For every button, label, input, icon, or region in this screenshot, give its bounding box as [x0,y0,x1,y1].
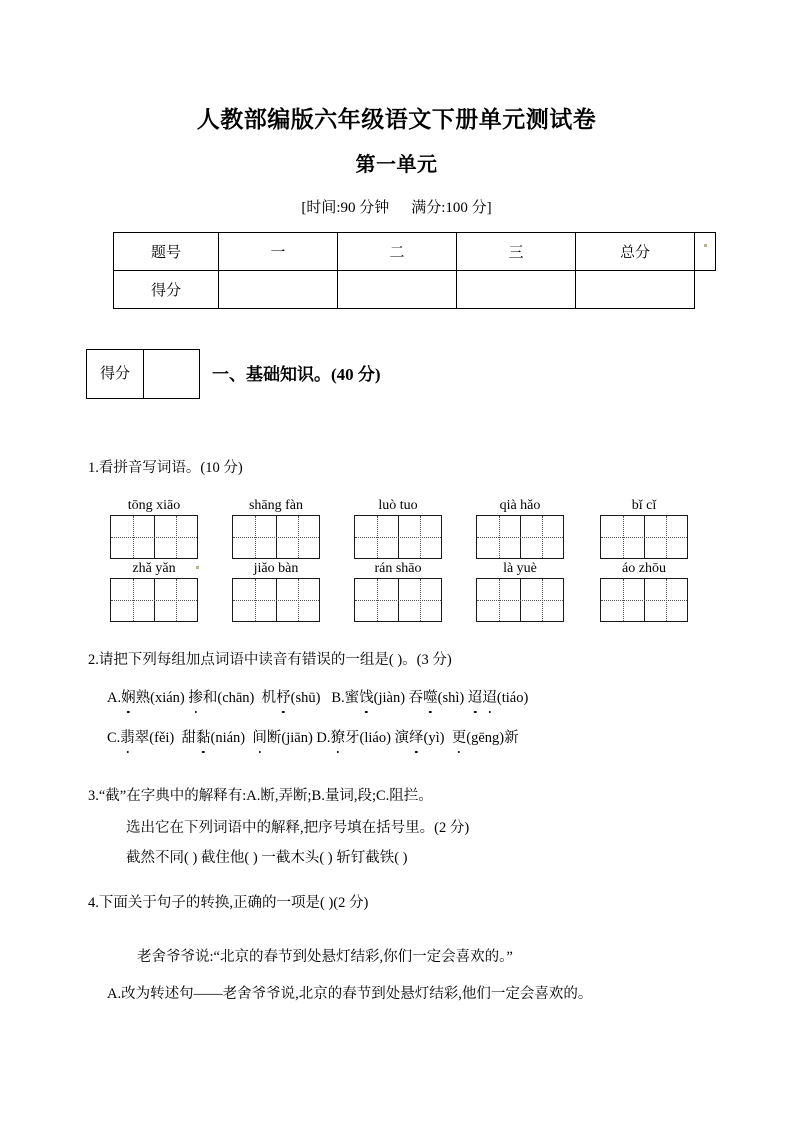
row-label-score: 得分 [114,271,219,309]
section-one-title: 一、基础知识。(40 分) [212,365,381,384]
option-text: (tiáo) [496,690,529,706]
pinyin-label: là yuè [503,561,537,576]
option-text: 牙(liáo) [345,730,391,746]
writing-box[interactable] [354,515,442,559]
header-cell-3: 三 [457,233,576,271]
emphasis-char: 掺 [188,688,203,709]
option-text: (nián) [210,730,246,746]
exam-time-label: [时间:90 分钟 [301,200,390,216]
writing-box[interactable] [600,578,688,622]
section-score-box [86,349,200,399]
emphasis-char: 黏 [196,728,211,749]
question-3-answer-line[interactable]: 截然不同( ) 截住他( ) 一截木头( ) 斩钉截铁( ) [126,850,408,866]
question-4-option-a: A.改为转述句——老舍爷爷说,北京的春节到处悬灯结彩,他们一定会喜欢的。 [107,986,593,1002]
score-cell-2[interactable] [338,271,457,309]
emphasis-char: 绎 [409,728,424,749]
emphasis-char: 迢 [482,688,497,709]
writing-box[interactable] [110,515,198,559]
option-b-tag: B. [331,690,345,706]
stray-dot-icon [196,566,199,569]
page-subtitle: 第一单元 [355,154,438,176]
pinyin-cell-2-2 [221,559,331,622]
question-3-instruction: 选出它在下列词语中的解释,把序号填在括号里。(2 分) [126,820,470,836]
emphasis-char: 间 [252,728,267,749]
writing-box[interactable] [476,578,564,622]
option-text: (jiàn) [373,690,406,706]
page-title: 人教部编版六年级语文下册单元测试卷 [196,107,597,132]
pinyin-label: áo zhōu [622,561,666,576]
option-text: (shì) [437,690,465,706]
emphasis-char: 迢 [468,688,483,709]
option-text: (shū) [290,690,321,706]
pinyin-label: zhǎ yǎn [132,561,176,576]
pinyin-cell-1-5 [589,496,699,559]
option-text: 甜 [181,730,196,746]
pinyin-label: rán shāo [374,561,422,576]
writing-box[interactable] [110,578,198,622]
option-text: 和(chān) [202,690,255,706]
option-d-tag: D. [316,730,331,746]
question-4-quote: 老舍爷爷说:“北京的春节到处悬灯结彩,你们一定会喜欢的。” [137,949,513,965]
table-tail-cell-empty [695,271,716,309]
option-text: 机 [261,690,277,706]
option-c-tag: C. [107,730,121,746]
emphasis-char: 噬 [423,688,438,709]
option-text: (gēng)新 [466,730,519,746]
section-score-input[interactable] [144,350,201,398]
question-1-stem: 1.看拼音写词语。(10 分) [88,460,243,476]
option-a-tag: A. [107,690,122,706]
emphasis-char: 娴 [121,688,136,709]
score-cell-1[interactable] [219,271,338,309]
stray-dot-icon [704,244,707,247]
option-text: 演 [394,730,410,746]
option-text: 蜜 [344,690,360,706]
pinyin-cell-1-1 [99,496,209,559]
writing-box[interactable] [600,515,688,559]
writing-box[interactable] [232,515,320,559]
exam-meta [0,196,793,217]
score-summary-table [113,232,716,309]
section-score-label: 得分 [87,350,144,398]
pinyin-label: qià hǎo [499,498,541,513]
writing-box[interactable] [476,515,564,559]
emphasis-char: 杼 [276,688,291,709]
header-cell-1: 一 [219,233,338,271]
pinyin-cell-1-4 [465,496,575,559]
option-text: 断(jiān) [266,730,313,746]
pinyin-label: jiǎo bàn [253,561,299,576]
writing-box[interactable] [354,578,442,622]
table-tail-cell [695,233,716,271]
pinyin-cell-2-5 [589,559,699,622]
option-text: 吞 [408,690,424,706]
pinyin-cell-2-3 [343,559,453,622]
pinyin-cell-2-1 [99,559,209,622]
emphasis-char: 饯 [359,688,374,709]
table-row [114,271,716,309]
table-row [114,233,716,271]
writing-box[interactable] [232,578,320,622]
row-label-question-number: 题号 [114,233,219,271]
question-2-stem: 2.请把下列每组加点词语中读音有错误的一组是( )。(3 分) [88,652,452,668]
emphasis-char: 獠 [331,728,346,749]
header-cell-2: 二 [338,233,457,271]
pinyin-cell-1-2 [221,496,331,559]
pinyin-cell-2-4 [465,559,575,622]
score-cell-3[interactable] [457,271,576,309]
pinyin-label: bǐ cǐ [631,498,657,513]
pinyin-label: shāng fàn [248,498,304,513]
question-2-options-ab [107,688,528,709]
emphasis-char: 翡 [120,728,135,749]
pinyin-cell-1-3 [343,496,453,559]
pinyin-label: tōng xiāo [127,498,181,513]
question-3-stem: 3.“截”在字典中的解释有:A.断,弄断;B.量词,段;C.阻拦。 [88,788,433,804]
exam-score-label: 满分:100 分] [411,200,492,216]
emphasis-char: 更 [452,728,467,749]
header-cell-total: 总分 [576,233,695,271]
option-text: 翠(fěi) [134,730,175,746]
question-4-stem: 4.下面关于句子的转换,正确的一项是( )(2 分) [88,895,369,911]
pinyin-label: luò tuo [378,498,418,513]
question-2-options-cd [107,728,519,749]
option-text: 熟(xián) [135,690,185,706]
option-text: (yì) [423,730,445,746]
score-cell-total[interactable] [576,271,695,309]
